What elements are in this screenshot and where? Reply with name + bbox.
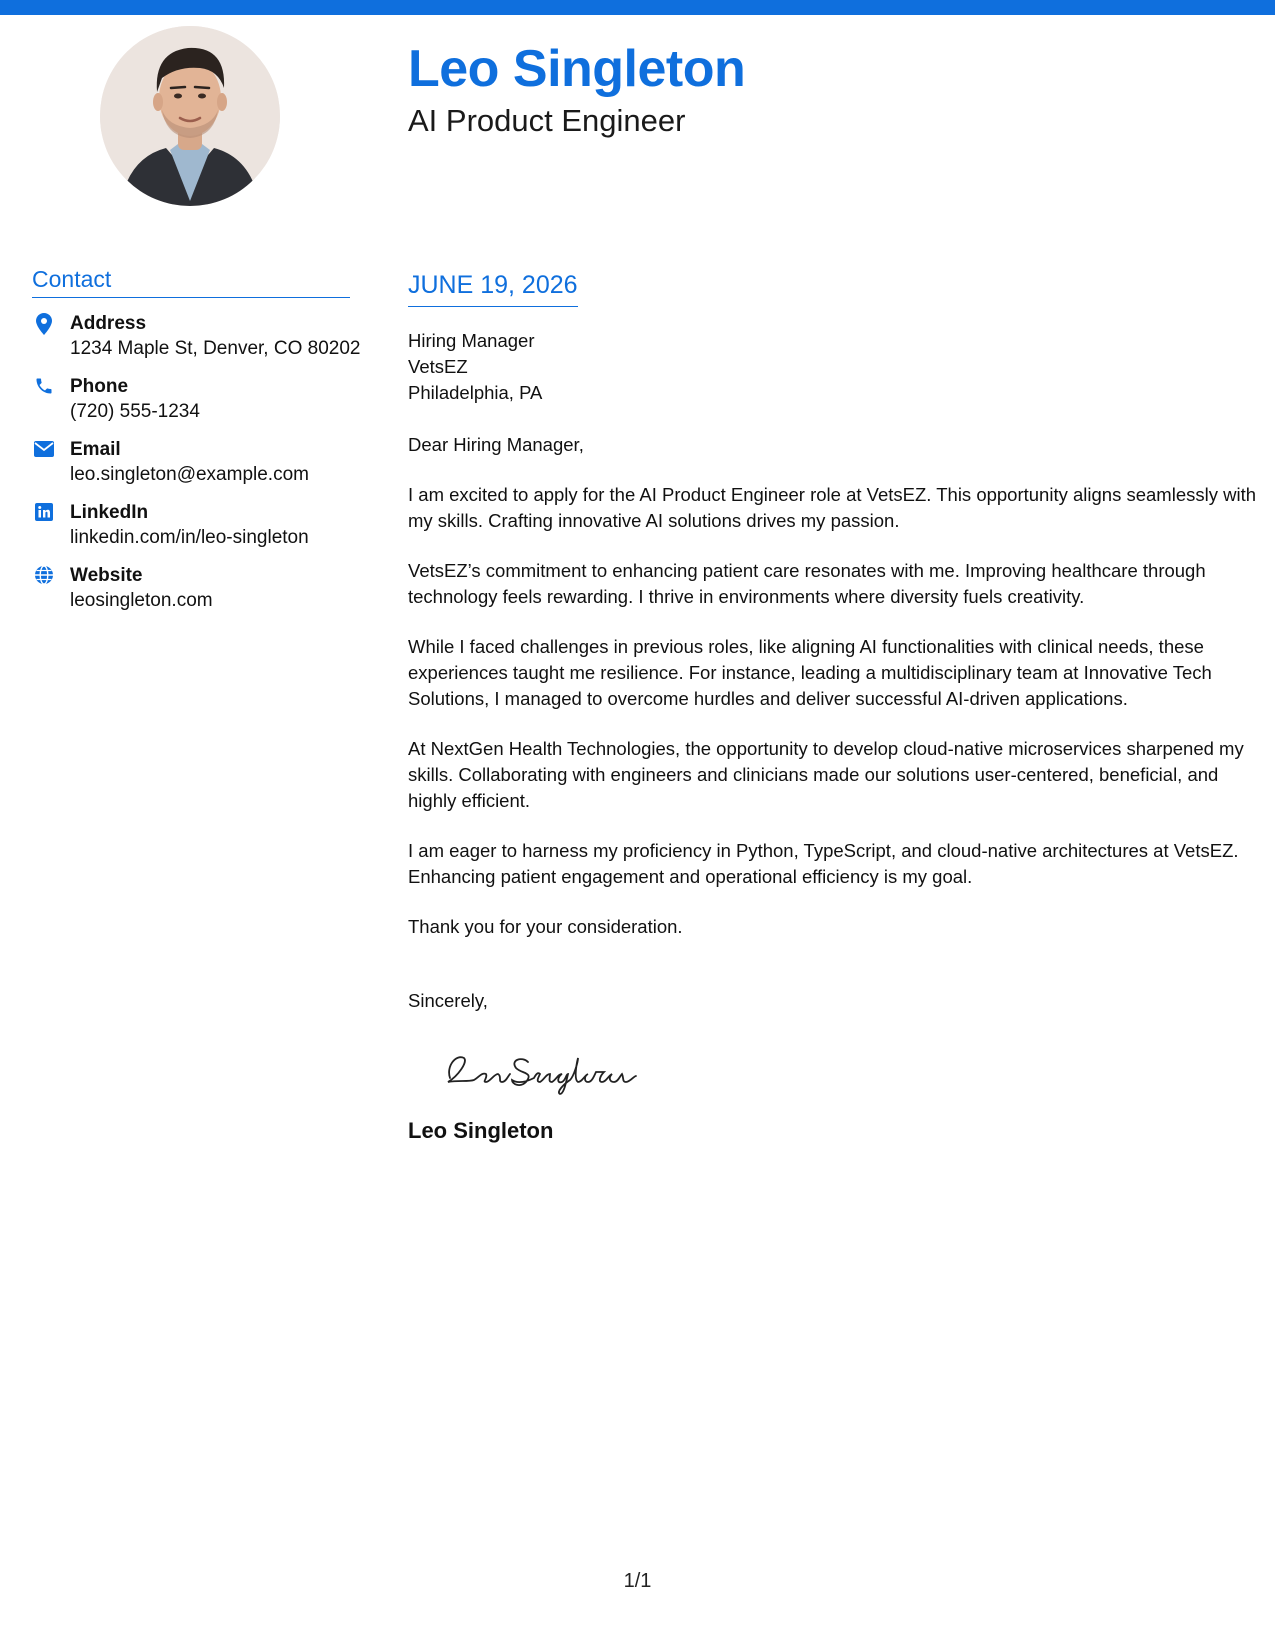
email-value[interactable]: leo.singleton@example.com [70,464,309,485]
letter-paragraph: VetsEZ’s commitment to enhancing patient care resonates with me. Improving healthcare through technology feels rewarding. I thrive in environments where diversity fuels creativity. [408,560,1206,607]
letter-paragraph: While I faced challenges in previous roles, like aligning AI functionalities with clinical needs, these experiences taught me resilience. For instance, leading a multidisciplinary team at Innovative Tech Solutions, I managed to overcome hurdles and deliver successful AI-driven applications. [408,636,1212,709]
phone-value: (720) 555-1234 [70,401,200,422]
letter-paragraph: I am eager to harness my proficiency in Python, TypeScript, and cloud-native architectures at VetsEZ. Enhancing patient engagement and operational efficiency is my goal. [408,840,1239,887]
applicant-name: Leo Singleton [408,40,746,98]
contact-heading: Contact [32,266,350,298]
letter-paragraph: I am excited to apply for the AI Product Engineer role at VetsEZ. This opportunity aligns seamlessly with my skills. Crafting innovative AI solutions drives my passion. [408,484,1257,531]
profile-photo [100,26,280,206]
contact-item-website [32,564,362,627]
linkedin-value[interactable]: linkedin.com/in/leo-singleton [70,527,309,548]
website-value[interactable]: leosingleton.com [70,590,213,611]
contact-list [32,312,362,627]
contact-item-phone [32,375,362,438]
letter-body [408,328,1258,1144]
contact-label: LinkedIn [70,502,149,523]
recipient-line: Philadelphia, PA [408,382,543,403]
signature-image [438,1036,648,1096]
recipient-line: VetsEZ [408,356,468,377]
contact-label: Address [70,313,147,334]
contact-label: Email [70,439,121,460]
recipient-line: Hiring Manager [408,330,535,351]
contact-label: Phone [70,376,129,397]
top-accent-bar [0,0,1275,15]
contact-item-email [32,438,362,501]
contact-item-address [32,312,362,375]
contact-item-linkedin [32,501,362,564]
linkedin-icon [32,502,56,526]
profile-photo-illustration [100,26,280,206]
signed-name: Leo Singleton [408,1118,554,1143]
handwritten-signature [438,1036,1258,1106]
letter-paragraph: Thank you for your consideration. [408,916,683,937]
phone-icon [32,376,56,400]
letter-date: JUNE 19, 2026 [408,270,578,307]
globe-icon [32,565,56,589]
contact-label: Website [70,565,143,586]
address-value: 1234 Maple St, Denver, CO 80202 [70,338,361,359]
applicant-role: AI Product Engineer [408,103,686,138]
page-number: 1/1 [623,1570,652,1592]
recipient-block [408,328,1258,406]
letter-paragraph: At NextGen Health Technologies, the opportunity to develop cloud-native microservices sharpened my skills. Collaborating with engineers and clinicians made our solutions user-centered, beneficial, and highly efficient. [408,738,1244,811]
envelope-icon [32,439,56,463]
salutation: Dear Hiring Manager, [408,434,584,455]
location-pin-icon [32,313,56,337]
closing: Sincerely, [408,990,488,1011]
